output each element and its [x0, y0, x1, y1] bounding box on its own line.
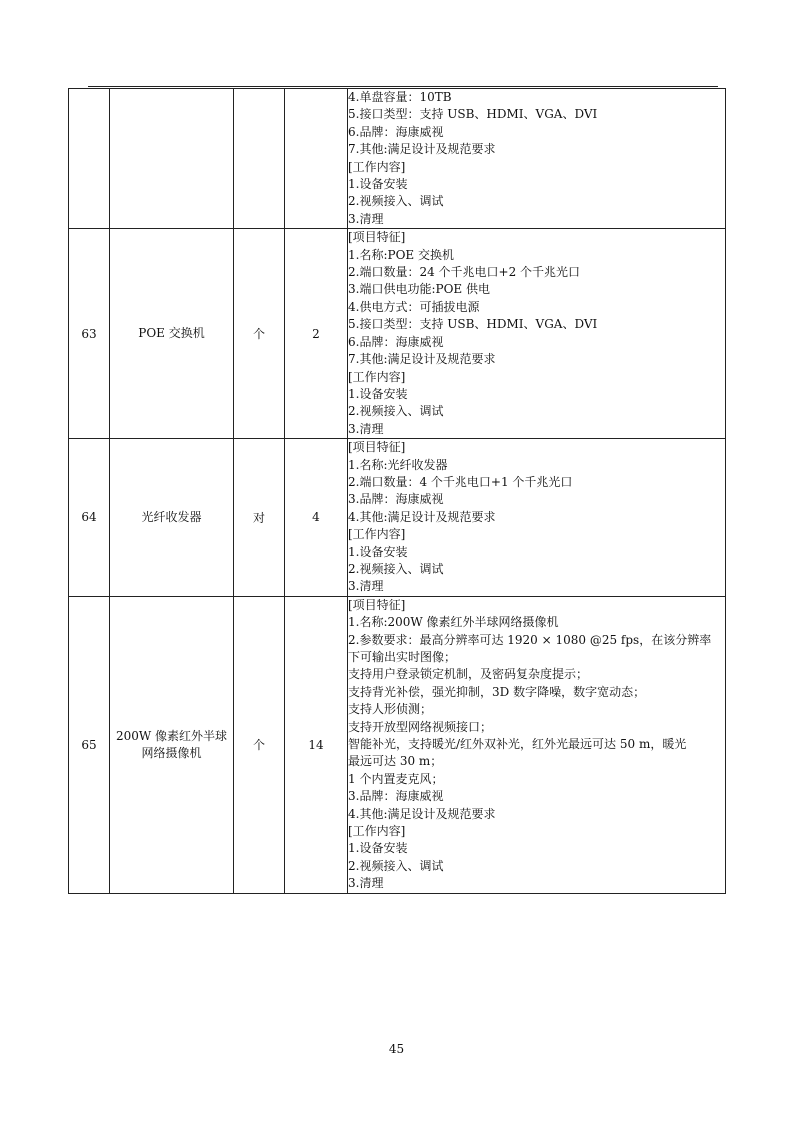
table-row	[69, 596, 726, 893]
item-name	[110, 89, 234, 229]
feature-line: 3.清理	[348, 211, 384, 226]
item-features	[348, 439, 726, 597]
item-quantity: 4	[285, 439, 348, 597]
item-number: 65	[69, 596, 110, 893]
item-features	[348, 89, 726, 229]
feature-line: 3.清理	[348, 579, 384, 594]
feature-line: 2.参数要求：最高分辨率可达 1920 × 1080 @25 fps，在该分辨率	[348, 632, 712, 647]
feature-line: [项目特征]	[348, 230, 406, 245]
page-number: 45	[388, 1042, 405, 1056]
feature-line: 2.视频接入、调试	[348, 194, 444, 209]
feature-line: 1.设备安装	[348, 386, 408, 401]
feature-line: 1.设备安装	[348, 544, 408, 559]
feature-line: 4.其他:满足设计及规范要求	[348, 509, 496, 524]
item-features	[348, 596, 726, 893]
feature-line: 4.单盘容量：10TB	[348, 90, 452, 104]
feature-line: [项目特征]	[348, 597, 406, 612]
item-unit: 对	[234, 439, 285, 597]
feature-line: 下可输出实时图像；	[348, 650, 457, 664]
bill-of-quantities-table	[68, 88, 726, 894]
feature-line: 最远可达 30 m；	[348, 754, 443, 769]
feature-line: [项目特征]	[348, 440, 406, 455]
feature-line: 3.清理	[348, 421, 384, 436]
table-row	[69, 89, 726, 229]
item-unit	[234, 89, 285, 229]
feature-line: 支持用户登录锁定机制，及密码复杂度提示；	[348, 667, 589, 682]
feature-line: 1 个内置麦克风；	[348, 771, 444, 786]
feature-line: 3.清理	[348, 876, 384, 891]
item-name: 光纤收发器	[110, 439, 234, 597]
item-number: 64	[69, 439, 110, 597]
item-features	[348, 229, 726, 439]
feature-line: [工作内容]	[348, 159, 406, 174]
feature-line: 1.设备安装	[348, 841, 408, 856]
feature-line: 7.其他:满足设计及规范要求	[348, 352, 496, 367]
item-quantity: 14	[285, 596, 348, 893]
feature-line: 1.名称:200W 像素红外半球网络摄像机	[348, 615, 559, 630]
feature-line: 4.供电方式：可插拔电源	[348, 299, 480, 314]
item-number	[69, 89, 110, 229]
feature-line: 4.其他:满足设计及规范要求	[348, 806, 496, 821]
feature-line: 2.端口数量：4 个千兆电口+1 个千兆光口	[348, 474, 573, 489]
item-name: POE 交换机	[110, 229, 234, 439]
feature-line: 支持背光补偿，强光抑制，3D 数字降噪，数字宽动态；	[348, 684, 646, 699]
feature-line: 支持人形侦测；	[348, 702, 433, 717]
feature-line: 支持开放型网络视频接口；	[348, 719, 493, 734]
feature-line: 5.接口类型：支持 USB、HDMI、VGA、DVI	[348, 107, 598, 122]
feature-line: 6.品牌：海康威视	[348, 124, 444, 139]
feature-line: [工作内容]	[348, 527, 406, 542]
feature-line: 1.设备安装	[348, 177, 408, 192]
feature-line: 6.品牌：海康威视	[348, 334, 444, 349]
feature-line: 1.名称:POE 交换机	[348, 247, 454, 262]
table-row	[69, 229, 726, 439]
feature-line: 智能补光，支持暖光/红外双补光，红外光最远可达 50 m，暖光	[348, 737, 687, 752]
item-number: 63	[69, 229, 110, 439]
item-unit: 个	[234, 596, 285, 893]
feature-line: 2.视频接入、调试	[348, 858, 444, 873]
header-rule	[88, 86, 718, 87]
feature-line: 3.端口供电功能:POE 供电	[348, 282, 490, 297]
item-quantity	[285, 89, 348, 229]
item-unit: 个	[234, 229, 285, 439]
feature-line: 3.品牌：海康威视	[348, 492, 444, 507]
feature-line: 1.名称:光纤收发器	[348, 457, 448, 472]
feature-line: 2.视频接入、调试	[348, 561, 444, 576]
item-name: 200W 像素红外半球网络摄像机	[110, 596, 234, 893]
feature-line: 7.其他:满足设计及规范要求	[348, 142, 496, 157]
feature-line: 3.品牌：海康威视	[348, 789, 444, 804]
item-quantity: 2	[285, 229, 348, 439]
feature-line: 5.接口类型：支持 USB、HDMI、VGA、DVI	[348, 317, 598, 332]
feature-line: [工作内容]	[348, 824, 406, 839]
table-row	[69, 439, 726, 597]
feature-line: 2.端口数量：24 个千兆电口+2 个千兆光口	[348, 265, 581, 280]
feature-line: 2.视频接入、调试	[348, 404, 444, 419]
feature-line: [工作内容]	[348, 369, 406, 384]
